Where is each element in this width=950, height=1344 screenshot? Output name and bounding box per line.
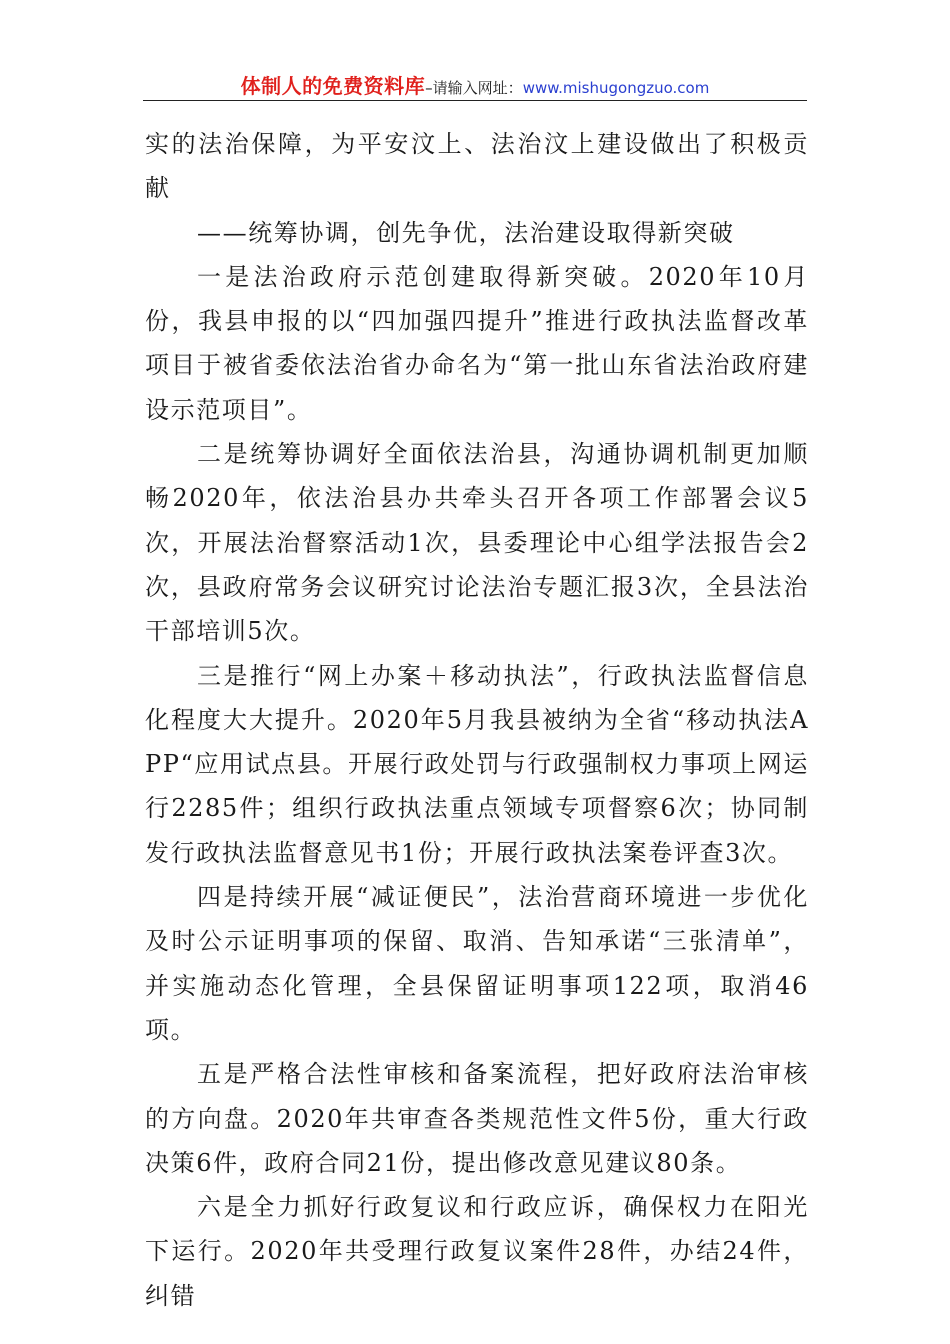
url-prompt: –请输入网址： bbox=[425, 79, 523, 97]
section-subtitle: ——统筹协调，创先争优，法治建设取得新突破 bbox=[197, 218, 735, 247]
site-url-link[interactable]: www.mishugongzuo.com bbox=[522, 79, 710, 97]
paragraph-item-6: 六是全力抓好行政复议和行政应诉，确保权力在阳光下运行。2020年共受理行政复议案件28件，办结24件，纠错 bbox=[145, 1193, 809, 1310]
document-body bbox=[145, 122, 809, 1318]
site-brand: 体制人的免费资料库 bbox=[240, 74, 426, 98]
paragraph-item-5: 五是严格合法性审核和备案流程，把好政府法治审核的方向盘。2020年共审查各类规范性文件5份，重大行政决策6件，政府合同21份，提出修改意见建议80条。 bbox=[145, 1060, 809, 1177]
paragraph-continuation: 实的法治保障，为平安汶上、法治汶上建设做出了积极贡献 bbox=[145, 130, 809, 203]
paragraph-item-4: 四是持续开展“减证便民”，法治营商环境进一步优化及时公示证明事项的保留、取消、告知承诺“三张清单”，并实施动态化管理，全县保留证明事项122项，取消46项。 bbox=[145, 883, 809, 1044]
paragraph-item-1: 一是法治政府示范创建取得新突破。2020年10月份，我县申报的以“四加强四提升”推进行政执法监督改革项目于被省委依法治省办命名为“第一批山东省法治政府建设示范项目”。 bbox=[145, 262, 809, 424]
paragraph-item-2: 二是统筹协调好全面依法治县，沟通协调机制更加顺畅2020年，依法治县办共牵头召开各项工作部署会议5次，开展法治督察活动1次，县委理论中心组学法报告会2次，县政府常务会议研究讨论法治专题汇报3次，全县法治干部培训5次。 bbox=[145, 440, 809, 646]
page-header bbox=[143, 70, 807, 101]
paragraph-item-3: 三是推行“网上办案＋移动执法”，行政执法监督信息化程度大大提升。2020年5月我县被纳为全省“移动执法APP“应用试点县。开展行政处罚与行政强制权力事项上网运行2285件；组织行政执法重点领域专项督察6次；协同制发行政执法监督意见书1份；开展行政执法案卷评查3次。 bbox=[145, 661, 809, 867]
